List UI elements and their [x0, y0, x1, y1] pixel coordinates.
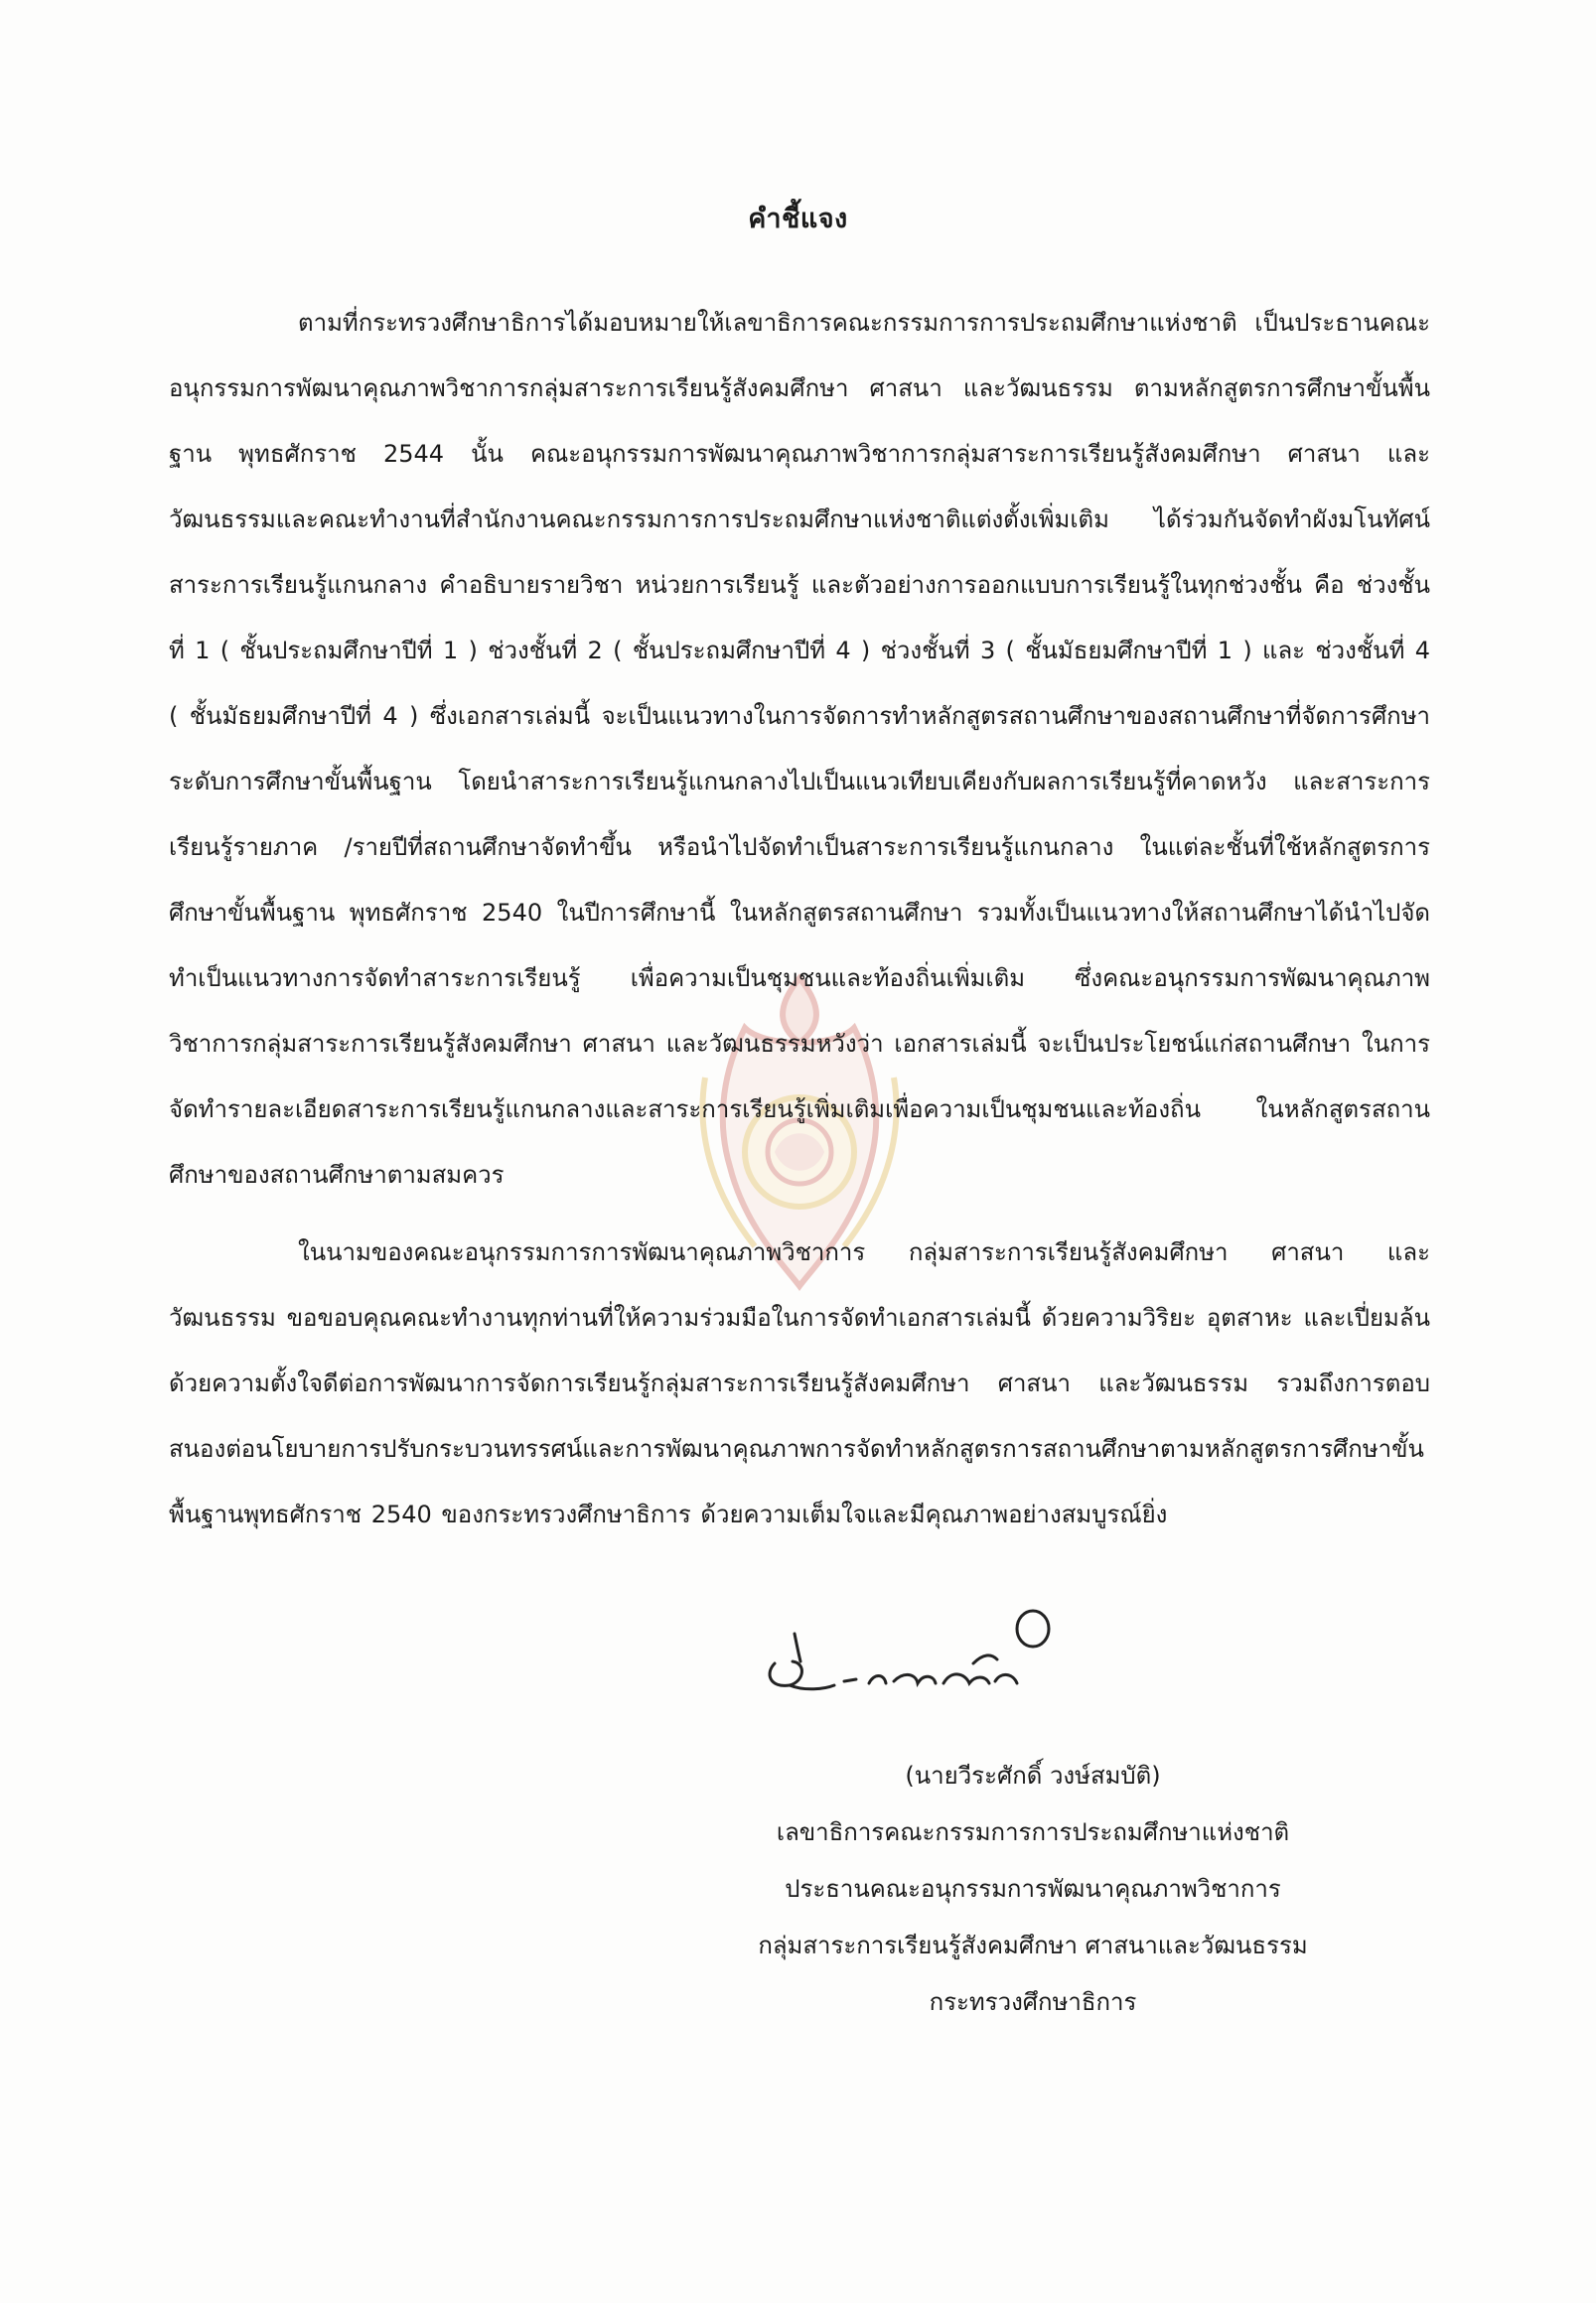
paragraph-1: ตามที่กระทรวงศึกษาธิการได้มอบหมายให้เลขาธิการคณะกรรมการการประถมศึกษาแห่งชาติ เป็นประธานคณะอนุกรรมการพัฒนาคุณภาพวิชาการกลุ่มสาระการเรียนรู้สังคมศึกษา ศาสนา และวัฒนธรรม ตามหลักสูตรการศึกษาขั้นพื้นฐาน พุทธศักราช 2544 นั้น คณะอนุกรรมการพัฒนาคุณภาพวิชาการกลุ่มสาระการเรียนรู้สังคมศึกษา ศาสนา และวัฒนธรรมและคณะทำงานที่สำนักงานคณะกรรมการการประถมศึกษาแห่งชาติแต่งตั้งเพิ่มเติม ได้ร่วมกันจัดทำผังมโนทัศน์ สาระการเรียนรู้แกนกลาง คำอธิบายรายวิชา หน่วยการเรียนรู้ และตัวอย่างการออกแบบการเรียนรู้ในทุกช่วงชั้น คือ ช่วงชั้นที่ 1 ( ชั้นประถมศึกษาปีที่ 1 ) ช่วงชั้นที่ 2 ( ชั้นประถมศึกษาปีที่ 4 ) ช่วงชั้นที่ 3 ( ชั้นมัธยมศึกษาปีที่ 1 ) และ ช่วงชั้นที่ 4 ( ชั้นมัธยมศึกษาปีที่ 4 ) ซึ่งเอกสารเล่มนี้ จะเป็นแนวทางในการจัดการทำหลักสูตรสถานศึกษาของสถานศึกษาที่จัดการศึกษาระดับการศึกษาขั้นพื้นฐาน โดยนำสาระการเรียนรู้แกนกลางไปเป็นแนวเทียบเคียงกับผลการเรียนรู้ที่คาดหวัง และสาระการเรียนรู้รายภาค /รายปีที่สถานศึกษาจัดทำขึ้น หรือนำไปจัดทำเป็นสาระการเรียนรู้แกนกลาง ในแต่ละชั้นที่ใช้หลักสูตรการศึกษาขั้นพื้นฐาน พุทธศักราช 2540 ในปีการศึกษานี้ ในหลักสูตรสถานศึกษา รวมทั้งเป็นแนวทางให้สถานศึกษาได้นำไปจัดทำเป็นแนวทางการจัดทำสาระการเรียนรู้ เพื่อความเป็นชุมชนและท้องถิ่นเพิ่มเติม ซึ่งคณะอนุกรรมการพัฒนาคุณภาพวิชาการกลุ่มสาระการเรียนรู้สังคมศึกษา ศาสนา และวัฒนธรรมหวังว่า เอกสารเล่มนี้ จะเป็นประโยชน์แก่สถานศึกษา ในการจัดทำรายละเอียดสาระการเรียนรู้แกนกลางและสาระการเรียนรู้เพิ่มเติมเพื่อความเป็นชุมชนและท้องถิ่น ในหลักสูตรสถานศึกษาของสถานศึกษาตามสมควร: [169, 309, 1430, 1189]
signer-block: [536, 1748, 1529, 2031]
document-title: คำชี้แจง: [748, 204, 848, 234]
signer-line-3: กลุ่มสาระการเรียนรู้สังคมศึกษา ศาสนาและวัฒนธรรม: [758, 1932, 1308, 1959]
signer-line-4: กระทรวงศึกษาธิการ: [929, 1988, 1137, 2016]
paragraph-2: ในนามของคณะอนุกรรมการการพัฒนาคุณภาพวิชาการ กลุ่มสาระการเรียนรู้สังคมศึกษา ศาสนา และวัฒนธรรม ขอขอบคุณคณะทำงานทุกท่านที่ให้ความร่วมมือในการจัดทำเอกสารเล่มนี้ ด้วยความวิริยะ อุตสาหะ และเปี่ยมล้นด้วยความตั้งใจดีต่อการพัฒนาการจัดการเรียนรู้กลุ่มสาระการเรียนรู้สังคมศึกษา ศาสนา และวัฒนธรรม รวมถึงการตอบสนองต่อนโยบายการปรับกระบวนทรรศน์และการพัฒนาคุณภาพการจัดทำหลักสูตรการสถานศึกษาตามหลักสูตรการศึกษาขั้นพื้นฐานพุทธศักราช 2540 ของกระทรวงศึกษาธิการ ด้วยความเต็มใจและมีคุณภาพอย่างสมบูรณ์ยิ่ง: [169, 1238, 1430, 1528]
signer-line-2: ประธานคณะอนุกรรมการพัฒนาคุณภาพวิชาการ: [785, 1875, 1281, 1903]
handwritten-signature-icon: [735, 1594, 1073, 1723]
signer-name: (นายวีระศักดิ์ วงษ์สมบัติ): [905, 1762, 1161, 1790]
document-body: [169, 290, 1430, 1559]
signer-line-1: เลขาธิการคณะกรรมการการประถมศึกษาแห่งชาติ: [776, 1818, 1290, 1846]
